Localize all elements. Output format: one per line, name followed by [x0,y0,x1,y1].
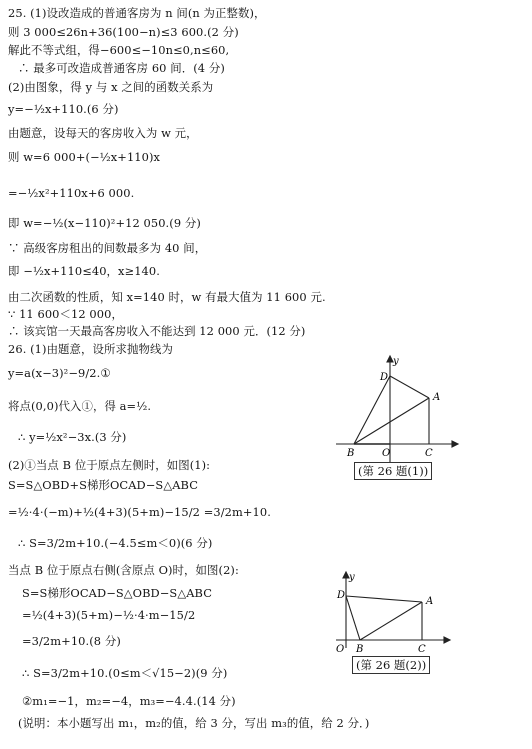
line-30: (说明：本小题写出 m₁，m₂的值，给 3 分，写出 m₃的值，给 2 分．) [18,716,370,730]
line-24: 当点 B 位于原点右侧(含原点 O)时，如图(2): [8,563,239,577]
line-12: 即 −½x+110≤40，x≥140. [8,264,160,278]
label-b-2: B [356,644,364,655]
label-d: D [380,372,389,383]
segment-da-2 [346,596,422,602]
label-d-2: D [337,590,346,601]
line-14: ∵ 11 600＜12 000， [8,307,123,321]
line-23: ∴ S=3/2m+10.(−4.5≤m＜0)(6 分) [18,536,213,550]
line-8: 则 w=6 000+(−½x+110)x [8,150,161,164]
segment-ba [354,398,429,444]
label-b: B [347,448,355,459]
x-axis-arrow-2 [444,637,450,643]
line-15: ∴ 该宾馆一天最高客房收入不能达到 12 000 元．(12 分) [8,324,306,338]
segment-da [390,376,429,398]
line-13: 由二次函数的性质，知 x=140 时，w 有最大值为 11 600 元. [8,290,326,304]
line-4: ∴ 最多可改造成普通客房 60 间．(4 分) [18,61,225,75]
label-c-2: C [418,644,426,655]
label-y-2: y [349,572,355,583]
line-25: S=S梯形OCAD−S△OBD−S△ABC [22,586,213,600]
line-19: ∴ y=½x²−3x.(3 分) [18,430,127,444]
x-axis-arrow [452,441,458,447]
line-16: 26. (1)由题意，设所求抛物线为 [8,342,173,356]
line-9: =−½x²+110x+6 000. [8,186,135,200]
line-10: 即 w=−½(x−110)²+12 050.(9 分) [8,216,201,230]
line-6: y=−½x+110.(6 分) [8,102,119,116]
line-5: (2)由图象，得 y 与 x 之间的函数关系为 [8,80,214,94]
line-11: ∵ 高级客房租出的间数最多为 40 间， [8,241,207,255]
line-2: 则 3 000≤26n+36(100−n)≤3 600.(2 分) [8,25,239,39]
line-27: =3/2m+10.(8 分) [22,634,121,648]
line-1: 25. (1)设改造成的普通客房为 n 间(n 为正整数)， [8,6,266,20]
figure-26-2 [326,568,456,658]
label-a-2: A [426,596,434,607]
line-22: =½·4·(−m)+½(4+3)(5+m)−15/2 =3/2m+10. [8,505,271,519]
segment-db-2 [346,596,360,640]
label-o-2: O [336,644,345,655]
line-3: 解此不等式组，得−600≤−10n≤0,n≤60, [8,43,230,57]
line-29: ②m₁=−1，m₂=−4，m₃=−4.4.(14 分) [22,694,236,708]
line-17: y=a(x−3)²−9/2.① [8,366,111,380]
label-o: O [382,448,391,459]
figure-26-1 [334,352,464,472]
segment-ba-2 [360,602,422,640]
figure-1-caption: (第 26 题(1)) [354,462,432,480]
label-a: A [433,392,441,403]
line-21: S=S△OBD+S梯形OCAD−S△ABC [8,478,199,492]
segment-bd [354,376,390,444]
line-18: 将点(0,0)代入①，得 a=½. [8,399,152,413]
figure-2-caption: (第 26 题(2)) [352,656,430,674]
label-y: y [393,356,399,367]
line-28: ∴ S=3/2m+10.(0≤m＜√15−2)(9 分) [22,666,228,680]
label-c: C [425,448,433,459]
line-26: =½(4+3)(5+m)−½·4·m−15/2 [22,608,196,622]
line-20: (2)①当点 B 位于原点左侧时，如图(1): [8,458,211,472]
line-7: 由题意，设每天的客房收入为 w 元， [8,126,198,140]
